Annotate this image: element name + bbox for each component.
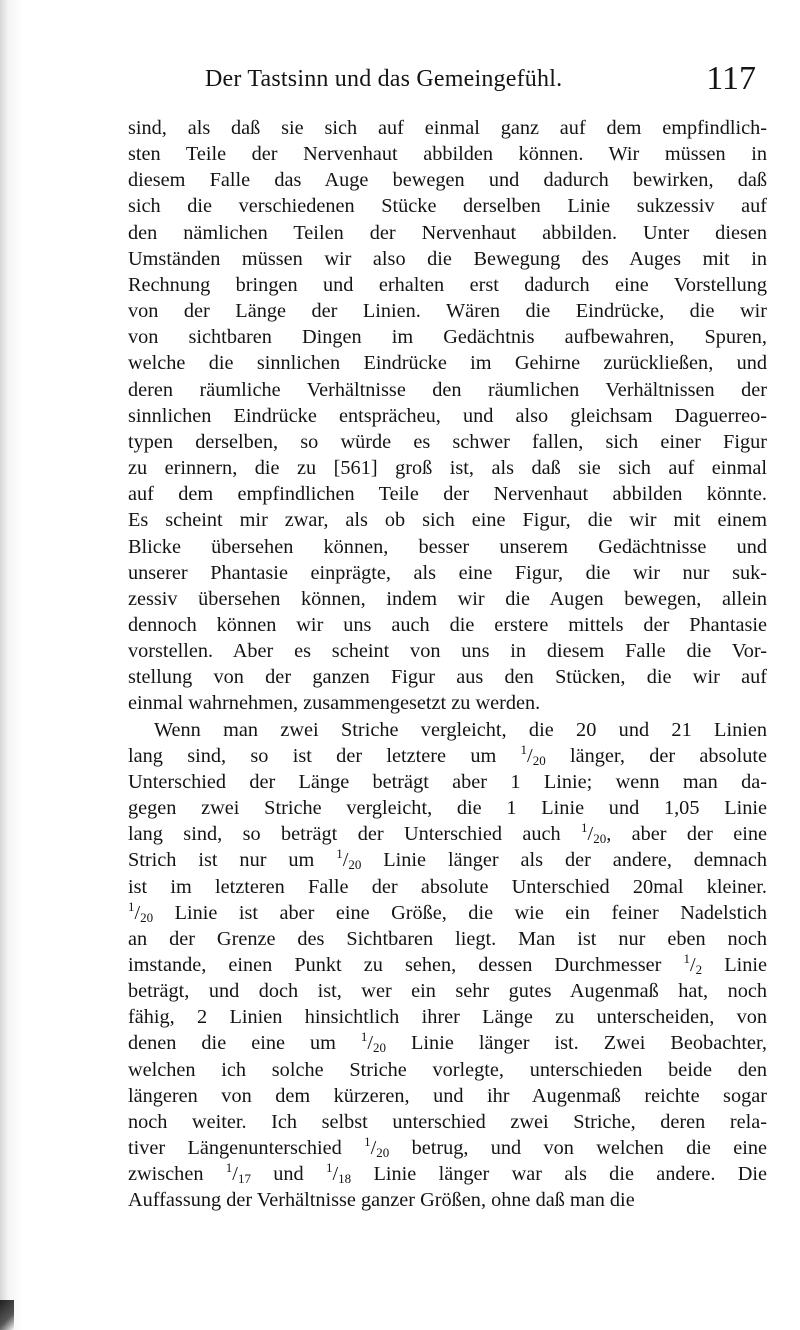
text-line: stellung von der ganzen Figur aus den Stücken, die wir auf	[128, 666, 767, 689]
text-line: zu erinnern, die zu [561] groß ist, als daß sie sich auf einmal	[128, 457, 767, 480]
text-line: welchen ich solche Striche vorlegte, unterschieden beide den	[128, 1058, 767, 1081]
text-line: Es scheint mir zwar, als ob sich eine Figur, die wir mit einem	[128, 509, 767, 532]
fraction: $^1/_{20}$	[128, 898, 154, 925]
text-line: Strich ist nur um $^1/_{20}$ Linie länger als der andere, demnach	[128, 846, 768, 873]
fraction: $^1/_{17}$	[225, 1160, 251, 1187]
text-line: welche die sinnlichen Eindrücke im Gehirne zurückließen, und	[128, 352, 767, 375]
text-line: zessiv übersehen können, indem wir die Augen bewegen, allein	[128, 587, 767, 610]
text-line: vorstellen. Aber es scheint von uns in diesem Falle die Vor-	[128, 640, 767, 663]
text-line: imstande, einen Punkt zu sehen, dessen Durchmesser $^1/_2$ Linie	[128, 951, 767, 977]
fraction: $^1/_{18}$	[326, 1160, 352, 1187]
text-line: Auffassung der Verhältnisse ganzer Größen, ohne daß man die	[128, 1189, 635, 1212]
text-line: den nämlichen Teilen der Nervenhaut abbilden. Unter diesen	[128, 221, 767, 244]
text-line: lang sind, so beträgt der Unterschied auch $^1/_{20}$, aber der eine	[128, 820, 767, 847]
page-number: 117	[706, 60, 756, 97]
text-line: sind, als daß sie sich auf einmal ganz auf dem empfindlich-	[128, 117, 767, 139]
text-line: deren räumliche Verhältnisse den räumlichen Verhältnissen der	[128, 378, 767, 401]
text-line: ist im letzteren Falle der absolute Unterschied 20mal kleiner.	[128, 875, 767, 898]
text-line: Wenn man zwei Striche vergleicht, die 20 und 21 Linien	[154, 718, 767, 741]
fraction: $^1/_{20}$	[581, 820, 607, 847]
text-line: diesem Falle das Auge bewegen und dadurch bewirken, daß	[128, 169, 767, 192]
text-line: denen die eine um $^1/_{20}$ Linie länger ist. Zwei Beobachter,	[128, 1029, 767, 1056]
text-line: typen derselben, so würde es schwer fallen, sich einer Figur	[128, 430, 767, 453]
text-line: gegen zwei Striche vergleicht, die 1 Linie und 1,05 Linie	[128, 797, 767, 820]
text-line: sinnlichen Eindrücke entsprächeu, und also gleichsam Daguerreo-	[128, 404, 767, 427]
text-line: zwischen $^1/_{17}$ und $^1/_{18}$ Linie länger war als die andere. Die	[128, 1160, 768, 1187]
text-line: einmal wahrnehmen, zusammengesetzt zu werden.	[128, 692, 541, 715]
text-line: unserer Phantasie einprägte, als eine Figur, die wir nur suk-	[128, 561, 767, 584]
text-line: fähig, 2 Linien hinsichtlich ihrer Länge zu unterscheiden, von	[128, 1006, 767, 1029]
text-line: Rechnung bringen und erhalten erst dadurch eine Vorstellung	[128, 273, 767, 296]
running-title: Der Tastsinn und das Gemeingefühl.	[205, 66, 563, 92]
fraction: $^1/_{20}$	[336, 846, 362, 873]
text-line: von sichtbaren Dingen im Gedächtnis aufbewahren, Spuren,	[128, 326, 767, 349]
text-line: auf dem empfindlichen Teile der Nervenhaut abbilden könnte.	[128, 483, 767, 506]
text-line: tiver Längenunterschied $^1/_{20}$ betrug, und von welchen die eine	[128, 1134, 767, 1161]
text-line: Umständen müssen wir also die Bewegung des Auges mit in	[128, 247, 767, 270]
text-line: von der Länge der Linien. Wären die Eindrücke, die wir	[128, 300, 767, 323]
page-header	[150, 60, 790, 100]
text-line: dennoch können wir uns auch die erstere mittels der Phantasie	[128, 613, 767, 636]
text-line: sten Teile der Nervenhaut abbilden können. Wir müssen in	[128, 143, 767, 166]
text-line: beträgt, und doch ist, wer ein sehr gutes Augenmaß hat, noch	[128, 980, 767, 1003]
text-line: $^1/_{20}$ Linie ist aber eine Größe, die wie ein feiner Nadelstich	[128, 898, 767, 925]
page-corner-mark	[0, 1300, 14, 1330]
text-line: an der Grenze des Sichtbaren liegt. Man ist nur eben noch	[128, 927, 767, 950]
text-line: Blicke übersehen können, besser unserem Gedächtnisse und	[128, 535, 767, 558]
text-line: Unterschied der Länge beträgt aber 1 Linie; wenn man da-	[128, 770, 767, 793]
text-line: sich die verschiedenen Stücke derselben Linie sukzessiv auf	[128, 195, 767, 218]
fraction: $^1/_{20}$	[364, 1134, 390, 1161]
fraction: $^1/_{20}$	[520, 741, 546, 768]
fraction: $^1/_2$	[683, 951, 703, 977]
body-text	[128, 115, 767, 1214]
text-line: noch weiter. Ich selbst unterschied zwei Striche, deren rela-	[128, 1110, 767, 1133]
paragraph-2	[128, 717, 767, 1214]
fraction: $^1/_{20}$	[360, 1029, 387, 1056]
paragraph-1	[128, 115, 767, 717]
text-line: längeren von dem kürzeren, und ihr Augenmaß reichte sogar	[128, 1084, 767, 1107]
text-line: lang sind, so ist der letztere um $^1/_{20}$ länger, der absolute	[128, 741, 767, 768]
